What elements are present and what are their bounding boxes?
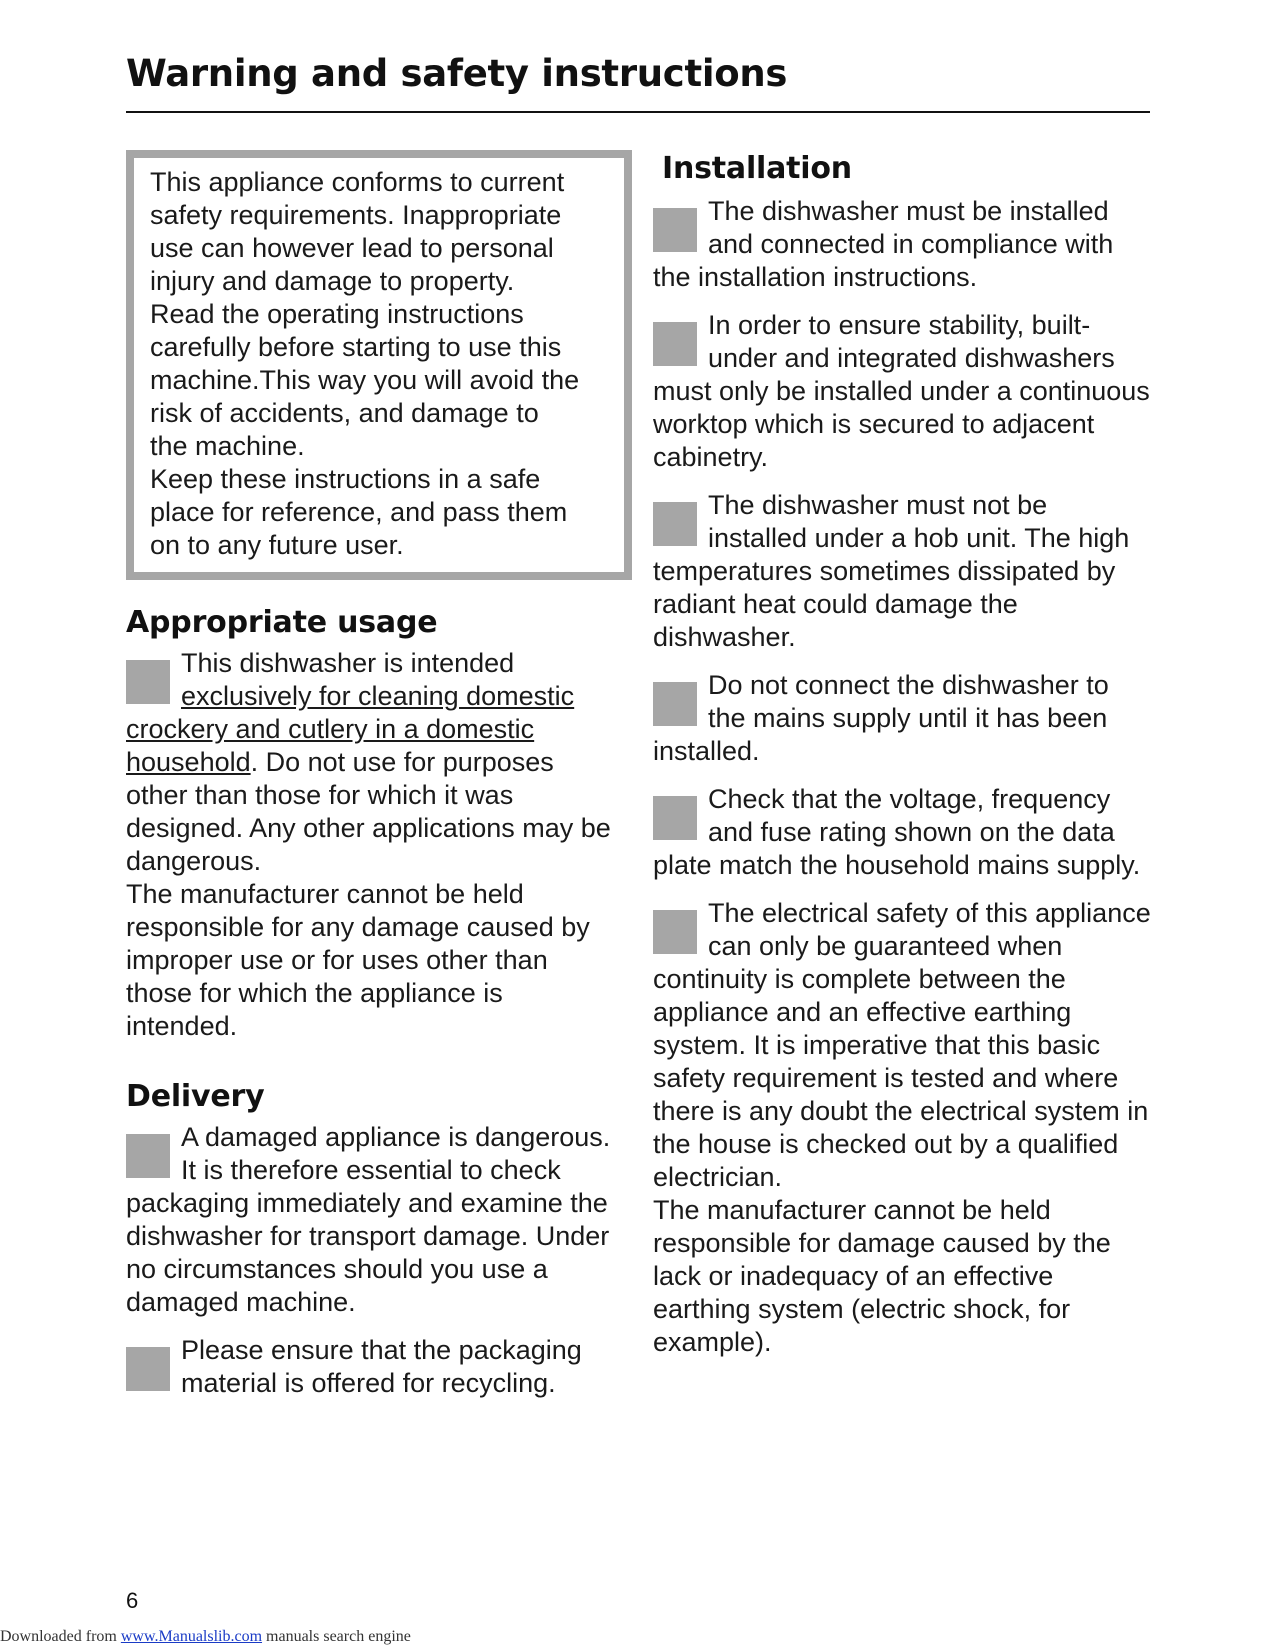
notice-line: injury and damage to property. [150,266,515,296]
installation-item: The dishwasher must be installed and connected in compliance with the installation instructions. [653,196,1114,292]
bullet-square-icon [653,682,697,726]
notice-line: risk of accidents, and damage to [150,398,539,428]
appropriate-usage-item [126,647,616,1043]
delivery-item: A damaged appliance is dangerous. It is therefore essential to check packaging immediately and examine the dishwasher for transport damage. Under no circumstances should you use a damaged machine. [126,1122,611,1317]
notice-line: Read the operating instructions [150,299,524,329]
installation-item: Check that the voltage, frequency and fuse rating shown on the data plate match the household mains supply. [653,784,1141,880]
notice-line: on to any future user. [150,530,404,560]
left-column [126,150,616,1415]
installation-item: The electrical safety of this appliance can only be guaranteed when continuity is complete between the appliance and an effective earthing system. It is imperative that this basic safety requirement is tested and where there is any doubt the electrical system in the house is checked out by a qualified electrician. The manufacturer cannot be held responsible for damage caused by the lack or inadequacy of an effective earthing system (electric shock, for example). [653,897,1153,1359]
notice-line: machine.This way you will avoid the [150,365,580,395]
notice-line: use can however lead to personal [150,233,554,263]
installation-heading: Installation [662,151,852,186]
notice-line: safety requirements. Inappropriate [150,200,562,230]
delivery-item: Please ensure that the packaging material is offered for recycling. [126,1334,616,1400]
download-footer: Downloaded from www.Manualslib.com manuals search engine [0,1628,411,1645]
appropriate-usage-liability: The manufacturer cannot be held responsible for any damage caused by improper use or for uses other than those for which the appliance is intended. [126,879,590,1041]
appropriate-usage-heading: Appropriate usage [126,605,438,640]
notice-line: the machine. [150,431,305,461]
bullet-square-icon [126,1134,170,1178]
bullet-square-icon [653,322,697,366]
title-divider [126,111,1150,113]
notice-line: place for reference, and pass them [150,497,568,527]
right-column [653,150,1153,1374]
bullet-square-icon [653,910,697,954]
earthing-liability: The manufacturer cannot be held responsible for damage caused by the lack or inadequacy of an effective earthing system (electric shock, for example). [653,1195,1111,1357]
notice-line: Keep these instructions in a safe [150,464,541,494]
notice-line: This appliance conforms to current [150,167,565,197]
manualslib-link[interactable]: www.Manualslib.com [120,1628,263,1645]
delivery-heading: Delivery [126,1079,265,1114]
notice-line: carefully before starting to use this [150,332,562,362]
appropriate-usage-text: This dishwasher is intended exclusively for cleaning domestic crockery and cutlery in a domestic household. Do not use for purposes other than those for which it was designed. Any other applications may be dangerous. [126,648,611,876]
installation-item: Do not connect the dishwasher to the mains supply until it has been installed. [653,670,1109,766]
bullet-square-icon [653,208,697,252]
installation-item: In order to ensure stability, built-under and integrated dishwashers must only be installed under a continuous worktop which is secured to adjacent cabinetry. [653,310,1150,472]
usage-emphasis: exclusively for cleaning domestic crockery and cutlery in a domestic household [126,681,575,777]
bullet-square-icon [126,1347,170,1391]
page-title: Warning and safety instructions [126,52,788,95]
bullet-square-icon [126,660,170,704]
installation-item: The dishwasher must not be installed under a hob unit. The high temperatures sometimes dissipated by radiant heat could damage the dishwasher. [653,490,1130,652]
page-number: 6 [126,1588,139,1613]
bullet-square-icon [653,796,697,840]
safety-notice-box [126,150,632,580]
bullet-square-icon [653,502,697,546]
